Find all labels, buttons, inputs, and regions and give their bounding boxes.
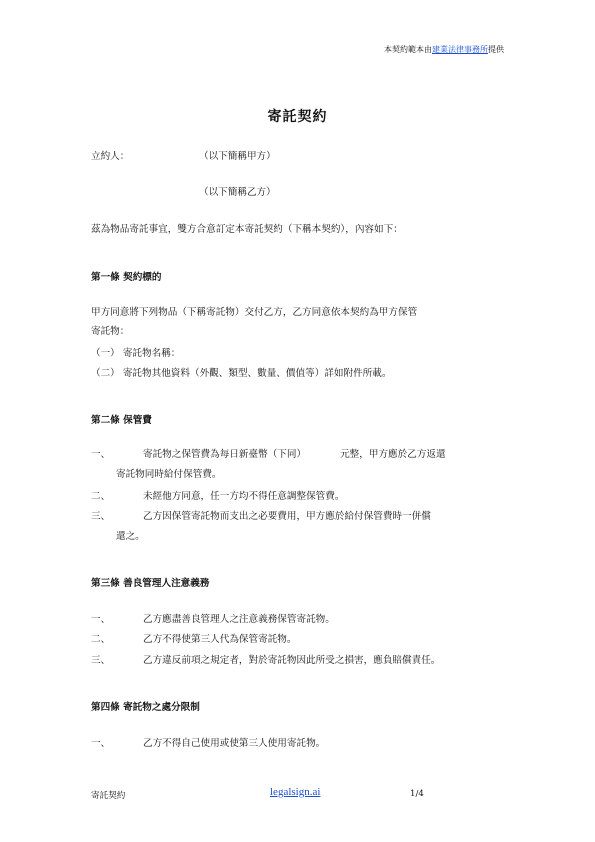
article1-heading: 第一條 契約標的 [91, 272, 162, 283]
party-a-note: （以下簡稱甲方） [199, 151, 276, 162]
article3-heading: 第三條 善良管理人注意義務 [91, 578, 210, 589]
article1-item2: （二） 寄託物其他資料（外觀、類型、數量、價值等）詳如附件所載。 [91, 368, 392, 379]
article4-item1-num: 一、 [91, 738, 111, 749]
article3-item2 [91, 631, 297, 645]
article1-line2: 寄託物： [91, 326, 130, 337]
header-suffix: 提供 [488, 45, 504, 54]
footer-legalsign-link[interactable]: legalsign.ai [270, 786, 321, 798]
document-title: 寄託契約 [267, 109, 328, 125]
article3-item2-text: 乙方不得使第三人代為保管寄託物。 [143, 634, 297, 645]
article4-item1 [91, 735, 325, 749]
article4-item1-text: 乙方不得自己使用或使第三人使用寄託物。 [143, 738, 326, 749]
article2-heading: 第二條 保管費 [91, 415, 152, 426]
article3-item1-text: 乙方應盡善良管理人之注意義務保管寄託物。 [143, 614, 335, 625]
article2-item1-cont: 寄託物同時給付保管費。 [116, 469, 222, 480]
preamble: 茲為物品寄託事宜，雙方合意訂定本寄託契約（下稱本契約），內容如下： [91, 224, 403, 235]
article2-item2-text: 未經他方同意，任一方均不得任意調整保管費。 [143, 491, 345, 502]
article3-item1-num: 一、 [91, 614, 111, 625]
article2-item3-text: 乙方因保管寄託物而支出之必要費用，甲方應於給付保管費時一併償 [143, 511, 431, 522]
article2-item1-text-a: 寄託物之保管費為每日新臺幣（下同） [143, 449, 307, 460]
party-label: 立約人： [91, 151, 130, 162]
article3-item3 [91, 652, 440, 666]
article2-item1-text-b: 元整，甲方應於乙方返還 [340, 449, 446, 460]
article1-line1: 甲方同意將下列物品（下稱寄託物）交付乙方，乙方同意依本契約為甲方保管 [91, 307, 418, 318]
page-header [384, 44, 504, 55]
article3-item1 [91, 611, 335, 625]
article3-item2-num: 二、 [91, 634, 111, 645]
article2-item2 [91, 488, 344, 502]
article3-item3-text: 乙方違反前項之規定者，對於寄託物因此所受之損害，應負賠償責任。 [143, 655, 441, 666]
footer-doc-name: 寄託契約 [91, 791, 126, 801]
law-firm-link[interactable]: 建業法律事務所 [432, 45, 488, 54]
article1-item1: （一） 寄託物名稱： [91, 348, 181, 359]
footer-page-number: 1/4 [410, 789, 424, 799]
article4-heading: 第四條 寄託物之處分限制 [91, 702, 200, 713]
article3-item3-num: 三、 [91, 655, 111, 666]
article2-item3 [91, 508, 431, 522]
article2-item1 [91, 446, 446, 460]
header-prefix: 本契約範本由 [384, 45, 432, 54]
article2-item3-cont: 還之。 [116, 531, 145, 542]
article2-item3-num: 三、 [91, 511, 111, 522]
party-b-note: （以下簡稱乙方） [199, 187, 276, 198]
article2-item2-num: 二、 [91, 491, 111, 502]
article2-item1-num: 一、 [91, 449, 111, 460]
